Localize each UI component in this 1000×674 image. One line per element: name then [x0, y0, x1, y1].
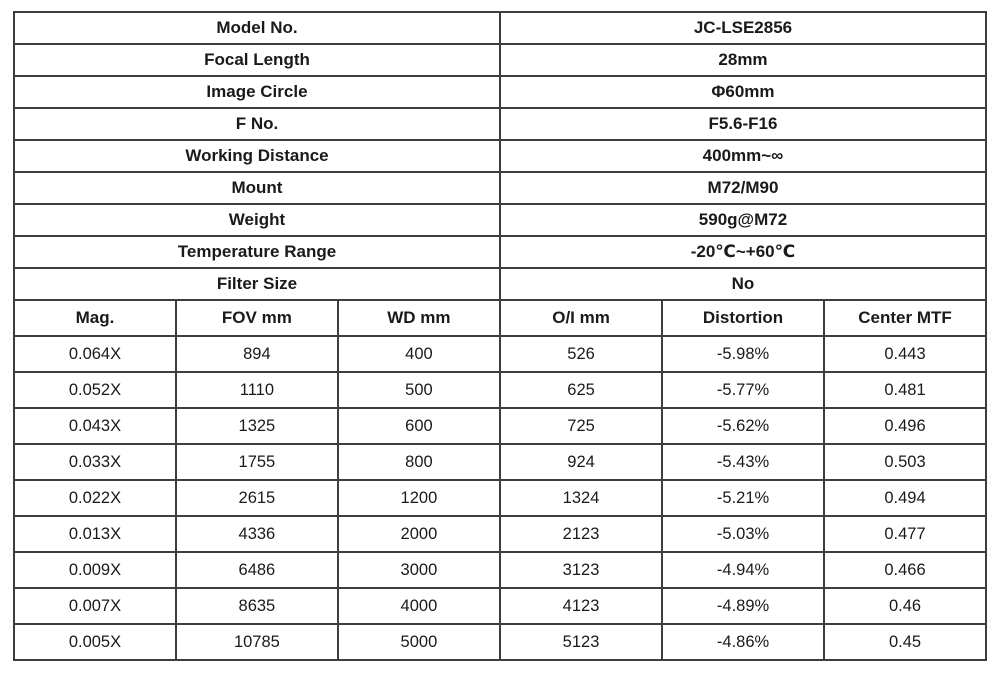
spec-value: 400mm~∞: [500, 140, 986, 172]
data-table-header-row: [14, 300, 986, 336]
data-cell: 0.45: [824, 624, 986, 660]
data-cell: -5.77%: [662, 372, 824, 408]
data-cell: 5000: [338, 624, 500, 660]
data-cell: -5.03%: [662, 516, 824, 552]
data-cell: 600: [338, 408, 500, 444]
table-row: [14, 336, 986, 372]
data-cell: -4.86%: [662, 624, 824, 660]
table-row: [14, 588, 986, 624]
data-cell: 1200: [338, 480, 500, 516]
data-cell: 894: [176, 336, 338, 372]
spec-row-focal-length: [14, 44, 986, 76]
data-cell: 10785: [176, 624, 338, 660]
data-cell: 0.022X: [14, 480, 176, 516]
spec-label: Temperature Range: [14, 236, 500, 268]
data-cell: -5.98%: [662, 336, 824, 372]
data-cell: 4336: [176, 516, 338, 552]
spec-row-temperature-range: [14, 236, 986, 268]
data-cell: 4123: [500, 588, 662, 624]
data-cell: 0.503: [824, 444, 986, 480]
column-header-mag: Mag.: [14, 300, 176, 336]
data-cell: 400: [338, 336, 500, 372]
data-cell: 5123: [500, 624, 662, 660]
data-cell: 0.052X: [14, 372, 176, 408]
data-cell: 1325: [176, 408, 338, 444]
spec-label: Model No.: [14, 12, 500, 44]
column-header-fov: FOV mm: [176, 300, 338, 336]
data-cell: 3000: [338, 552, 500, 588]
data-cell: 2000: [338, 516, 500, 552]
data-cell: 0.013X: [14, 516, 176, 552]
column-header-oi: O/I mm: [500, 300, 662, 336]
table-row: [14, 516, 986, 552]
data-cell: 0.443: [824, 336, 986, 372]
spec-label: Filter Size: [14, 268, 500, 300]
data-cell: -5.62%: [662, 408, 824, 444]
spec-row-model: [14, 12, 986, 44]
data-cell: 924: [500, 444, 662, 480]
data-cell: 0.477: [824, 516, 986, 552]
spec-value: No: [500, 268, 986, 300]
data-cell: 1110: [176, 372, 338, 408]
spec-value: 590g@M72: [500, 204, 986, 236]
table-row: [14, 444, 986, 480]
spec-label: F No.: [14, 108, 500, 140]
data-cell: -4.89%: [662, 588, 824, 624]
data-cell: 526: [500, 336, 662, 372]
data-cell: 0.005X: [14, 624, 176, 660]
spec-label: Weight: [14, 204, 500, 236]
data-cell: 0.496: [824, 408, 986, 444]
spec-label: Focal Length: [14, 44, 500, 76]
data-cell: 0.466: [824, 552, 986, 588]
data-cell: 2123: [500, 516, 662, 552]
table-row: [14, 408, 986, 444]
data-cell: 1324: [500, 480, 662, 516]
table-row: [14, 480, 986, 516]
data-cell: 4000: [338, 588, 500, 624]
data-cell: 800: [338, 444, 500, 480]
data-cell: 625: [500, 372, 662, 408]
data-cell: 0.064X: [14, 336, 176, 372]
lens-spec-table: [13, 11, 987, 661]
spec-row-mount: [14, 172, 986, 204]
spec-row-weight: [14, 204, 986, 236]
spec-row-filter-size: [14, 268, 986, 300]
spec-sheet: [13, 11, 987, 659]
spec-row-image-circle: [14, 76, 986, 108]
data-cell: 1755: [176, 444, 338, 480]
data-cell: 0.46: [824, 588, 986, 624]
spec-row-f-no: [14, 108, 986, 140]
spec-row-working-distance: [14, 140, 986, 172]
spec-label: Mount: [14, 172, 500, 204]
data-cell: 0.009X: [14, 552, 176, 588]
data-cell: 0.007X: [14, 588, 176, 624]
data-cell: 6486: [176, 552, 338, 588]
data-cell: 0.043X: [14, 408, 176, 444]
column-header-center-mtf: Center MTF: [824, 300, 986, 336]
data-cell: 0.033X: [14, 444, 176, 480]
data-cell: -5.43%: [662, 444, 824, 480]
data-cell: 2615: [176, 480, 338, 516]
table-row: [14, 624, 986, 660]
data-cell: 0.481: [824, 372, 986, 408]
data-cell: -5.21%: [662, 480, 824, 516]
table-row: [14, 552, 986, 588]
column-header-distortion: Distortion: [662, 300, 824, 336]
data-cell: 3123: [500, 552, 662, 588]
data-cell: 0.494: [824, 480, 986, 516]
spec-value: -20℃~+60℃: [500, 236, 986, 268]
spec-value: M72/M90: [500, 172, 986, 204]
spec-value: Φ60mm: [500, 76, 986, 108]
spec-value: F5.6-F16: [500, 108, 986, 140]
data-cell: 8635: [176, 588, 338, 624]
spec-label: Image Circle: [14, 76, 500, 108]
data-cell: 725: [500, 408, 662, 444]
data-cell: -4.94%: [662, 552, 824, 588]
data-cell: 500: [338, 372, 500, 408]
spec-value: JC-LSE2856: [500, 12, 986, 44]
spec-label: Working Distance: [14, 140, 500, 172]
spec-value: 28mm: [500, 44, 986, 76]
table-row: [14, 372, 986, 408]
column-header-wd: WD mm: [338, 300, 500, 336]
